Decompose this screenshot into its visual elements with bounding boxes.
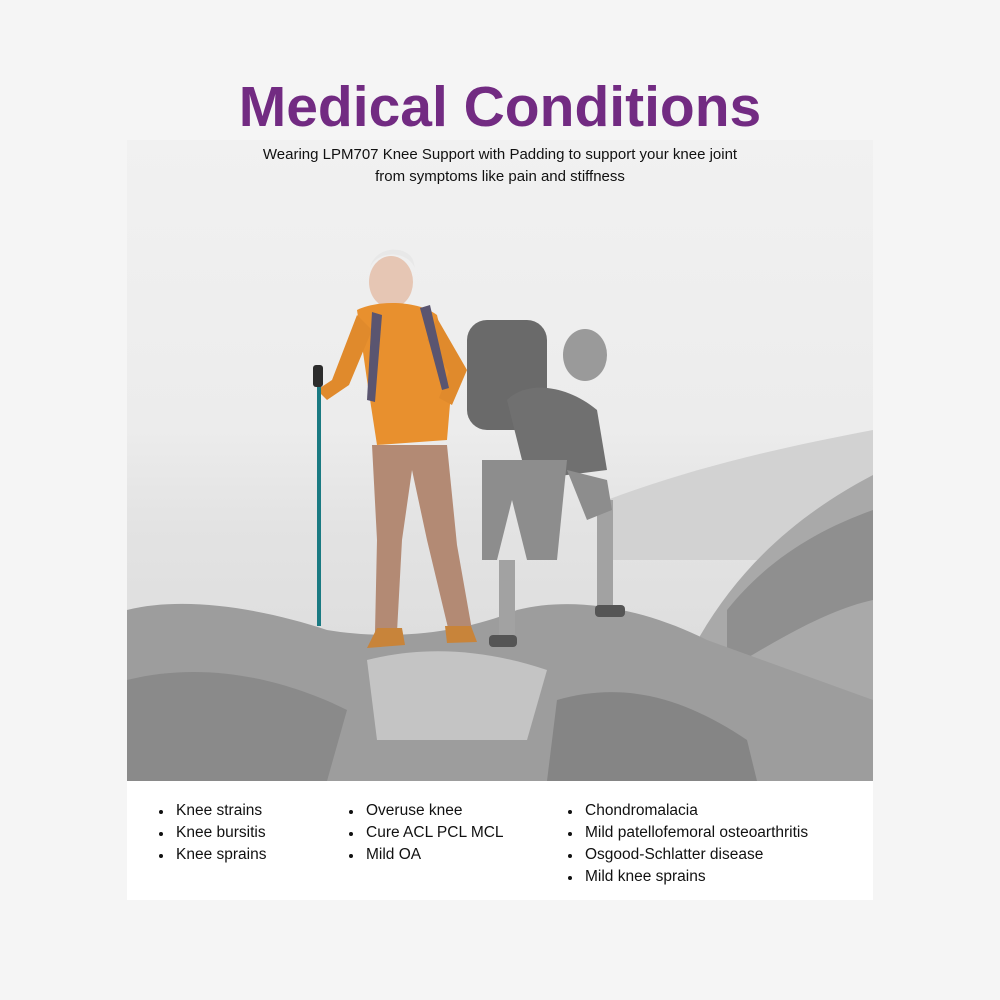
conditions-column-2 <box>344 800 504 866</box>
conditions-panel <box>127 781 873 900</box>
conditions-column-1 <box>154 800 266 866</box>
condition-item: Mild patellofemoral osteoarthritis <box>563 822 808 844</box>
hikers-photo <box>127 140 873 781</box>
condition-item: Overuse knee <box>344 800 504 822</box>
rock <box>367 651 547 740</box>
hikers-illustration <box>127 140 873 781</box>
condition-item: Knee bursitis <box>154 822 266 844</box>
grey-hiker <box>467 320 625 647</box>
condition-item: Cure ACL PCL MCL <box>344 822 504 844</box>
condition-item: Osgood-Schlatter disease <box>563 844 808 866</box>
condition-item: Chondromalacia <box>563 800 808 822</box>
condition-item: Mild knee sprains <box>563 866 808 888</box>
page-title: Medical Conditions <box>238 75 762 139</box>
orange-hiker <box>313 250 477 648</box>
subtitle-line-1: Wearing LPM707 Knee Support with Padding to support your knee joint <box>262 146 738 163</box>
condition-item: Knee sprains <box>154 844 266 866</box>
subtitle <box>227 144 773 188</box>
condition-item: Mild OA <box>344 844 504 866</box>
subtitle-line-2: from symptoms like pain and stiffness <box>375 168 625 185</box>
conditions-column-3 <box>563 800 808 888</box>
condition-item: Knee strains <box>154 800 266 822</box>
